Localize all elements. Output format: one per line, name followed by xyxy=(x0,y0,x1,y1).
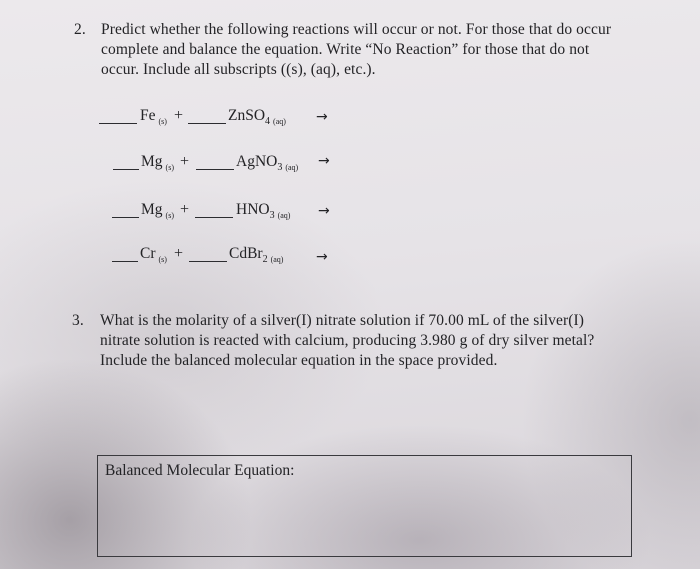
compound-coefficient-blank[interactable] xyxy=(188,123,226,124)
reactant-compound: CdBr$_2$ $_{(aq)}$ xyxy=(229,245,284,265)
question-2-line: Predict whether the following reactions will occur or not. For those that do occur xyxy=(101,21,612,38)
reaction-arrow: → xyxy=(318,153,330,169)
reaction-arrow: → xyxy=(316,249,328,265)
reaction-arrow: → xyxy=(316,109,328,125)
reaction-arrow: → xyxy=(318,203,330,219)
plus-sign: + xyxy=(174,107,184,124)
metal-coefficient-blank[interactable] xyxy=(112,217,139,218)
answer-box-label: Balanced Molecular Equation: xyxy=(105,462,295,479)
question-2-line: occur. Include all subscripts ((s), (aq), etc.). xyxy=(101,61,376,78)
plus-sign: + xyxy=(180,201,190,218)
balanced-equation-answer-box[interactable] xyxy=(97,455,632,557)
reaction-row-4 xyxy=(0,243,700,277)
reactant-metal: Mg $_{(s)}$ xyxy=(141,153,174,172)
plus-sign: + xyxy=(180,153,190,170)
compound-coefficient-blank[interactable] xyxy=(196,169,234,170)
reaction-row-2 xyxy=(0,151,700,185)
metal-coefficient-blank[interactable] xyxy=(113,169,139,170)
reaction-row-1 xyxy=(0,105,700,139)
reactant-compound: AgNO$_3$ $_{(aq)}$ xyxy=(236,153,299,173)
reactant-metal: Cr $_{(s)}$ xyxy=(140,245,167,264)
question-3-line: Include the balanced molecular equation in the space provided. xyxy=(100,352,498,369)
question-3-line: What is the molarity of a silver(I) nitrate solution if 70.00 mL of the silver(I) xyxy=(100,312,585,329)
reactant-compound: $HNO_3$ $_{(aq)}$ xyxy=(236,201,291,221)
reactant-compound: ZnSO$_4$ $_{(aq)}$ xyxy=(228,107,286,127)
question-2-number: 2. xyxy=(74,21,86,38)
reactant-metal: Mg $_{(s)}$ xyxy=(141,201,174,220)
question-2-line: complete and balance the equation. Write “No Reaction” for those that do not xyxy=(101,41,590,58)
plus-sign: + xyxy=(174,245,184,262)
question-2-prompt xyxy=(101,20,661,80)
compound-coefficient-blank[interactable] xyxy=(189,261,227,262)
compound-coefficient-blank[interactable] xyxy=(195,217,233,218)
reactant-metal: Fe $_{(s)}$ xyxy=(140,107,167,126)
question-3-line: nitrate solution is reacted with calcium, producing 3.980 g of dry silver metal? xyxy=(100,332,595,349)
question-3-number: 3. xyxy=(72,312,84,329)
reaction-row-3 xyxy=(0,199,700,233)
metal-coefficient-blank[interactable] xyxy=(112,261,138,262)
metal-coefficient-blank[interactable] xyxy=(99,123,137,124)
question-3-prompt xyxy=(100,311,660,371)
